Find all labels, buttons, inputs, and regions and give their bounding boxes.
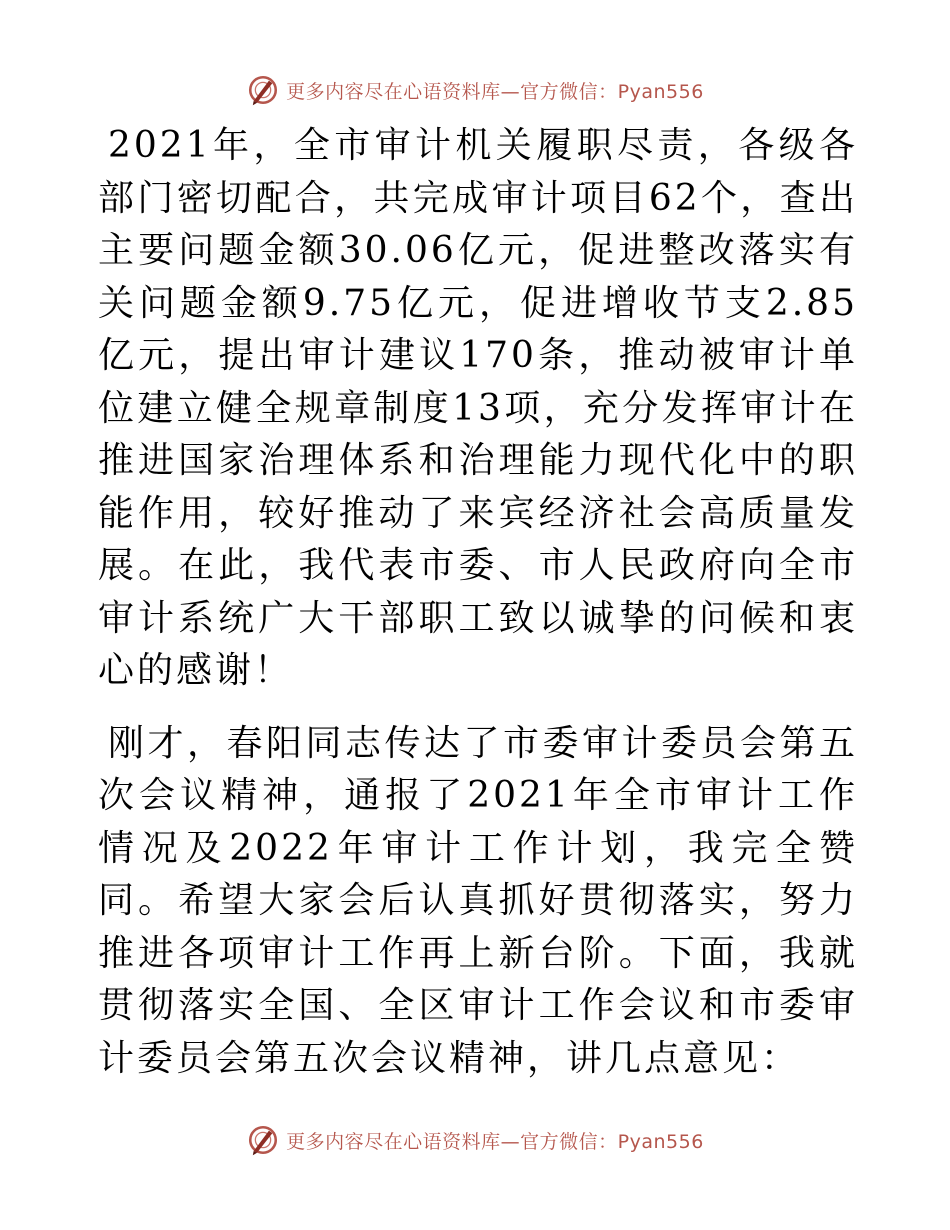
pen-logo-icon	[246, 1123, 280, 1157]
header-watermark	[0, 70, 950, 110]
watermark-text: 更多内容尽在心语资料库—官方微信：Pyan556	[286, 1130, 704, 1153]
paragraph-2: 刚才，春阳同志传达了市委审计委员会第五次会议精神，通报了2021年全市审计工作情况及2022年审计工作计划，我完全赞同。希望大家会后认真抓好贯彻落实，努力推进各项审计工作再上新台阶。下面，我就贯彻落实全国、全区审计工作会议和市委审计委员会第五次会议精神，讲几点意见：	[98, 722, 858, 1079]
watermark-text: 更多内容尽在心语资料库—官方微信：Pyan556	[286, 80, 704, 103]
document-body	[98, 120, 858, 1085]
paragraph-1: 2021年，全市审计机关履职尽责，各级各部门密切配合，共完成审计项目62个，查出主要问题金额30.06亿元，促进整改落实有关问题金额9.75亿元，促进增收节支2.85亿元，提出审计建议170条，推动被审计单位建立健全规章制度13项，充分发挥审计在推进国家治理体系和治理能力现代化中的职能作用，较好推动了来宾经济社会高质量发展。在此，我代表市委、市人民政府向全市审计系统广大干部职工致以诚挚的问候和衷心的感谢！	[98, 125, 858, 691]
pen-logo-icon	[246, 73, 280, 107]
footer-watermark	[0, 1120, 950, 1160]
